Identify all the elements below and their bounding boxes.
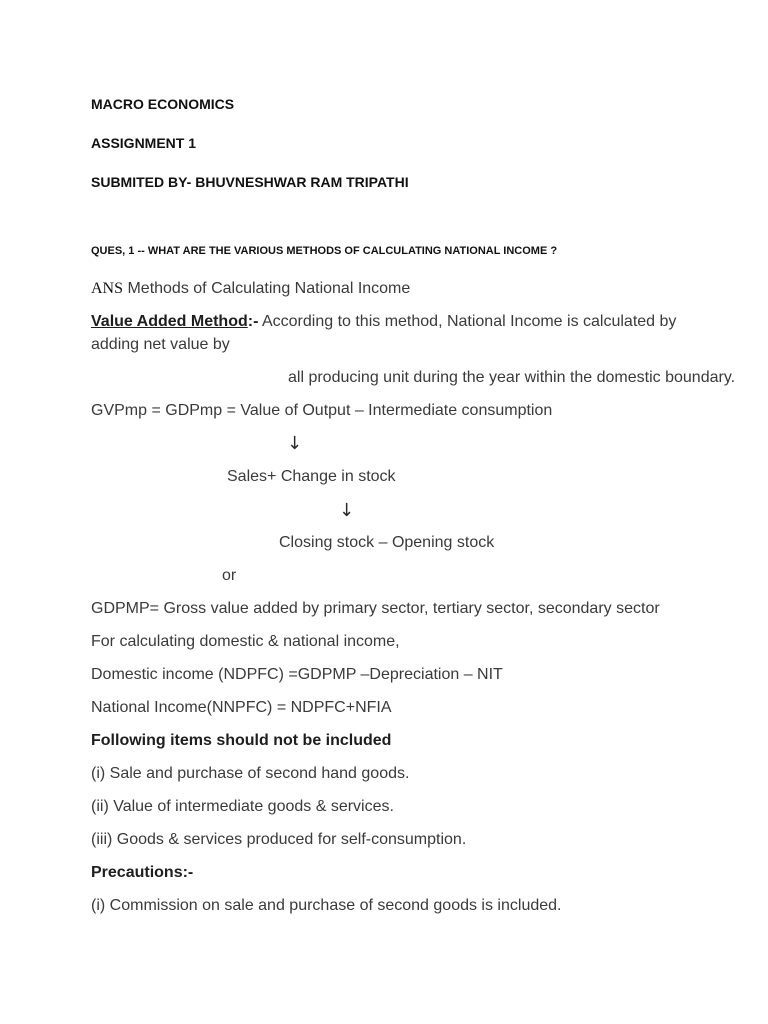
- not-included-heading: Following items should not be included: [91, 732, 392, 749]
- value-added-text-continued: adding net value by: [91, 336, 230, 353]
- domestic-income-formula: Domestic income (NDPFC) =GDPMP –Depreciation – NIT: [91, 666, 503, 683]
- answer-label: ANS: [91, 280, 124, 297]
- national-income-formula: National Income(NNPFC) = NDPFC+NFIA: [91, 699, 392, 716]
- submitted-by-heading: SUBMITED BY- BHUVNESHWAR RAM TRIPATHI: [91, 174, 409, 190]
- value-added-text-indented: all producing unit during the year within the domestic boundary.: [288, 369, 736, 386]
- value-added-text: According to this method, National Income is calculated by: [258, 313, 677, 330]
- answer-intro: Methods of Calculating National Income: [123, 280, 411, 297]
- question-text: QUES, 1 -- WHAT ARE THE VARIOUS METHODS OF CALCULATING NATIONAL INCOME ?: [91, 245, 558, 257]
- gdpmp-sectors: GDPMP= Gross value added by primary sector, tertiary sector, secondary sector: [91, 600, 660, 617]
- not-included-item: (ii) Value of intermediate goods & services.: [91, 798, 394, 815]
- subject-heading: MACRO ECONOMICS: [91, 96, 235, 112]
- not-included-item: (iii) Goods & services produced for self-consumption.: [91, 831, 467, 848]
- closing-opening-stock: Closing stock – Opening stock: [279, 534, 495, 551]
- value-added-title: Value Added Method: [91, 313, 248, 330]
- down-arrow-icon: ↓: [287, 433, 303, 454]
- sales-change-in-stock: Sales+ Change in stock: [227, 468, 396, 485]
- value-added-separator: :-: [247, 313, 259, 330]
- not-included-item: (i) Sale and purchase of second hand goods.: [91, 765, 410, 782]
- assignment-heading: ASSIGNMENT 1: [91, 135, 197, 151]
- gvpmp-formula: GVPmp = GDPmp = Value of Output – Intermediate consumption: [91, 402, 553, 419]
- answer-intro-line: [91, 280, 410, 298]
- precaution-item: (i) Commission on sale and purchase of second goods is included.: [91, 897, 562, 914]
- for-calculating-text: For calculating domestic & national income,: [91, 633, 400, 650]
- value-added-line: [91, 313, 676, 331]
- down-arrow-icon: ↓: [339, 500, 355, 521]
- precautions-heading: Precautions:-: [91, 864, 194, 881]
- or-text: or: [222, 567, 237, 584]
